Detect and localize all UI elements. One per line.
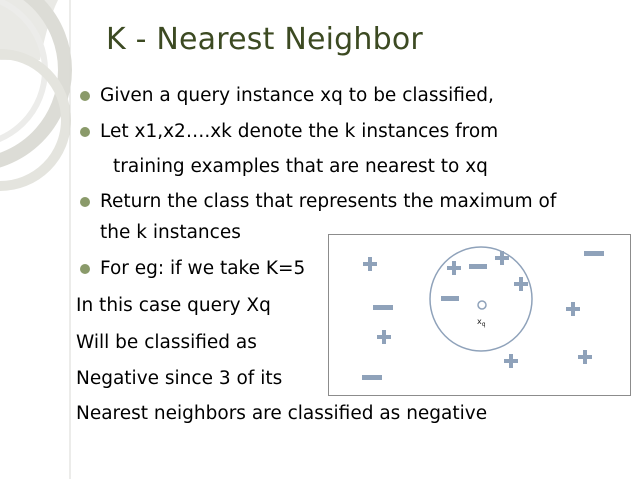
- negative-examples: [362, 251, 604, 380]
- bullet-text: For eg: if we take K=5: [100, 258, 306, 279]
- bullet-continuation: the k instances: [100, 222, 241, 243]
- plus-sign: [578, 350, 592, 364]
- plus-sign: [514, 277, 528, 291]
- minus-sign: [373, 305, 393, 310]
- bullet-text: Let x1,x2….xk denote the k instances from: [100, 121, 499, 142]
- plus-sign: [377, 330, 391, 344]
- minus-sign: [469, 264, 487, 269]
- plus-sign: [504, 354, 518, 368]
- query-point: [478, 301, 486, 309]
- knn-diagram: [328, 234, 631, 396]
- bullet-text: Return the class that represents the maximum of: [100, 191, 557, 212]
- knn-diagram-svg: [329, 235, 632, 397]
- minus-sign: [362, 375, 382, 380]
- plus-sign: [495, 251, 509, 265]
- minus-sign: [584, 251, 604, 256]
- body-line: Nearest neighbors are classified as negative: [76, 403, 488, 424]
- bullet-dot: [80, 197, 90, 207]
- plus-sign: [447, 261, 461, 275]
- body-line: Negative since 3 of its: [76, 368, 283, 389]
- bullet-dot: [80, 264, 90, 274]
- slide-title: K - Nearest Neighbor: [106, 22, 423, 57]
- body-line: Will be classified as: [76, 332, 257, 353]
- minus-sign: [441, 296, 459, 301]
- bullet-dot: [80, 127, 90, 137]
- query-label: $x_q$: [477, 317, 486, 328]
- bullet-text: Given a query instance xq to be classified,: [100, 85, 494, 106]
- bullet-continuation: training examples that are nearest to xq: [113, 156, 488, 177]
- plus-sign: [363, 257, 377, 271]
- body-line: In this case query Xq: [76, 295, 271, 316]
- plus-sign: [566, 302, 580, 316]
- bullet-dot: [80, 91, 90, 101]
